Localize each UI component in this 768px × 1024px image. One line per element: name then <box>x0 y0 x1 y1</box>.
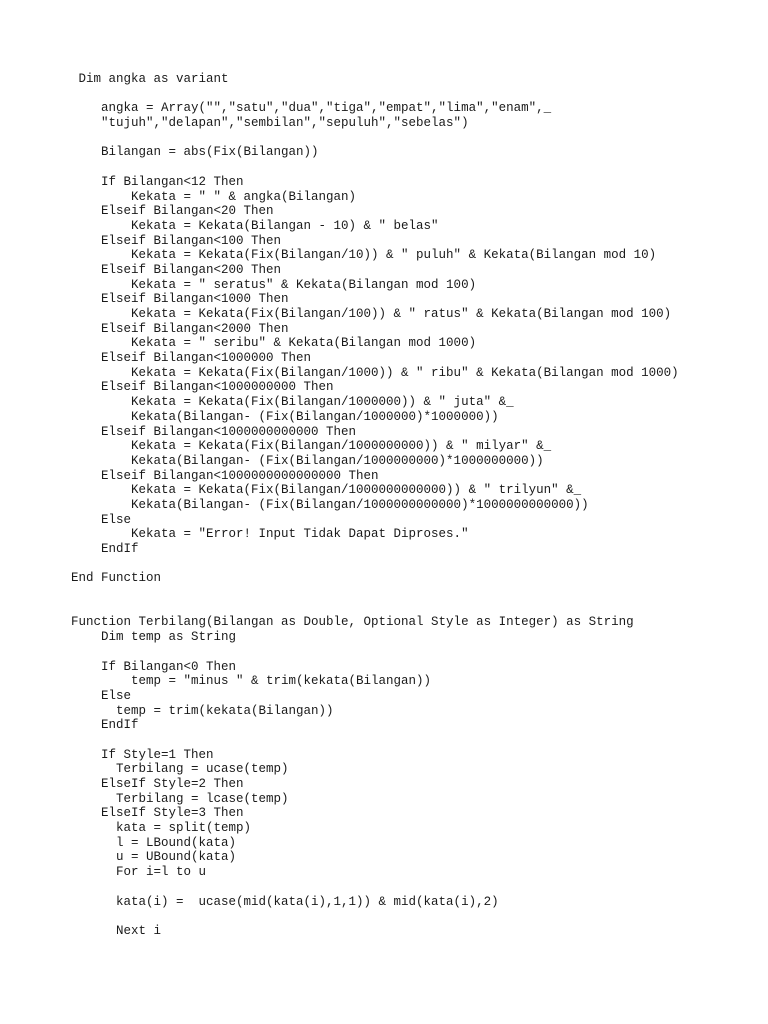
code-line: temp = trim(kekata(Bilangan)) <box>71 703 334 718</box>
code-line: Kekata = Kekata(Fix(Bilangan/1000000000000)) & " trilyun" &_ <box>71 483 582 498</box>
code-line: If Style=1 Then <box>71 747 214 762</box>
code-line: u = UBound(kata) <box>71 850 237 865</box>
code-line: Kekata = Kekata(Fix(Bilangan/100)) & " ratus" & Kekata(Bilangan mod 100) <box>71 307 672 321</box>
code-line: kata = split(temp) <box>71 821 252 836</box>
code-line: l = LBound(kata) <box>71 835 237 850</box>
code-line: EndIf <box>71 718 139 733</box>
code-line: If Bilangan<0 Then <box>71 659 237 674</box>
code-line: Kekata = Kekata(Fix(Bilangan/1000000000)) & " milyar" &_ <box>71 439 552 454</box>
code-listing <box>71 72 761 939</box>
code-line <box>71 601 761 616</box>
code-line: Terbilang = lcase(temp) <box>71 791 289 806</box>
code-line: Terbilang = ucase(temp) <box>71 762 289 777</box>
code-line: Kekata = Kekata(Fix(Bilangan/10)) & " puluh" & Kekata(Bilangan mod 10) <box>71 248 657 263</box>
code-line <box>71 557 761 572</box>
code-line: Dim temp as String <box>71 630 237 645</box>
code-line: Elseif Bilangan<20 Then <box>71 204 274 219</box>
code-line: Function Terbilang(Bilangan as Double, Optional Style as Integer) as String <box>71 615 634 630</box>
code-line: EndIf <box>71 542 139 556</box>
code-line: Elseif Bilangan<1000000000 Then <box>71 380 334 395</box>
code-line <box>71 909 761 924</box>
code-line: Elseif Bilangan<2000 Then <box>71 321 289 336</box>
code-line: Kekata = Kekata(Fix(Bilangan/1000)) & " ribu" & Kekata(Bilangan mod 1000) <box>71 365 679 380</box>
code-line: ElseIf Style=3 Then <box>71 806 244 821</box>
code-line: Kekata = Kekata(Bilangan - 10) & " belas" <box>71 218 439 233</box>
code-line <box>71 880 761 895</box>
code-line: Elseif Bilangan<1000000000000000 Then <box>71 468 379 483</box>
code-line: End Function <box>71 571 162 586</box>
code-line: Kekata = "Error! Input Tidak Dapat Diproses." <box>71 527 469 542</box>
code-line: Elseif Bilangan<200 Then <box>71 262 282 277</box>
code-line: kata(i) = ucase(mid(kata(i),1,1)) & mid(kata(i),2) <box>71 894 499 909</box>
code-line: If Bilangan<12 Then <box>71 174 244 189</box>
code-line: Elseif Bilangan<100 Then <box>71 233 282 248</box>
code-line: temp = "minus " & trim(kekata(Bilangan)) <box>71 674 432 689</box>
code-line: Kekata = " seribu" & Kekata(Bilangan mod 1000) <box>71 336 477 351</box>
code-line: Elseif Bilangan<1000 Then <box>71 292 289 307</box>
code-line: For i=l to u <box>71 865 207 880</box>
code-line: ElseIf Style=2 Then <box>71 777 244 791</box>
code-line: Kekata = Kekata(Fix(Bilangan/1000000)) & " juta" &_ <box>71 395 514 410</box>
code-line <box>71 131 761 146</box>
code-line: Else <box>71 688 132 703</box>
code-line: Kekata = " " & angka(Bilangan) <box>71 189 357 204</box>
code-line: angka = Array("","satu","dua","tiga","empat","lima","enam",_ <box>71 101 552 116</box>
code-line: Else <box>71 512 132 527</box>
code-line: "tujuh","delapan","sembilan","sepuluh","sebelas") <box>71 116 469 131</box>
code-line <box>71 160 761 175</box>
code-line: Next i <box>71 923 162 938</box>
code-line: Elseif Bilangan<1000000 Then <box>71 351 312 366</box>
code-line: Kekata(Bilangan- (Fix(Bilangan/1000000000000)*1000000000000)) <box>71 497 589 512</box>
code-line: Bilangan = abs(Fix(Bilangan)) <box>71 145 319 160</box>
code-line <box>71 733 761 748</box>
code-line <box>71 586 761 601</box>
code-line: Kekata(Bilangan- (Fix(Bilangan/1000000)*1000000)) <box>71 409 499 424</box>
code-line: Dim angka as variant <box>71 72 229 86</box>
code-line: Elseif Bilangan<1000000000000 Then <box>71 424 357 439</box>
code-line: Kekata(Bilangan- (Fix(Bilangan/1000000000)*1000000000)) <box>71 453 544 468</box>
code-line <box>71 87 761 102</box>
code-line <box>71 645 761 660</box>
code-line: Kekata = " seratus" & Kekata(Bilangan mod 100) <box>71 277 477 292</box>
